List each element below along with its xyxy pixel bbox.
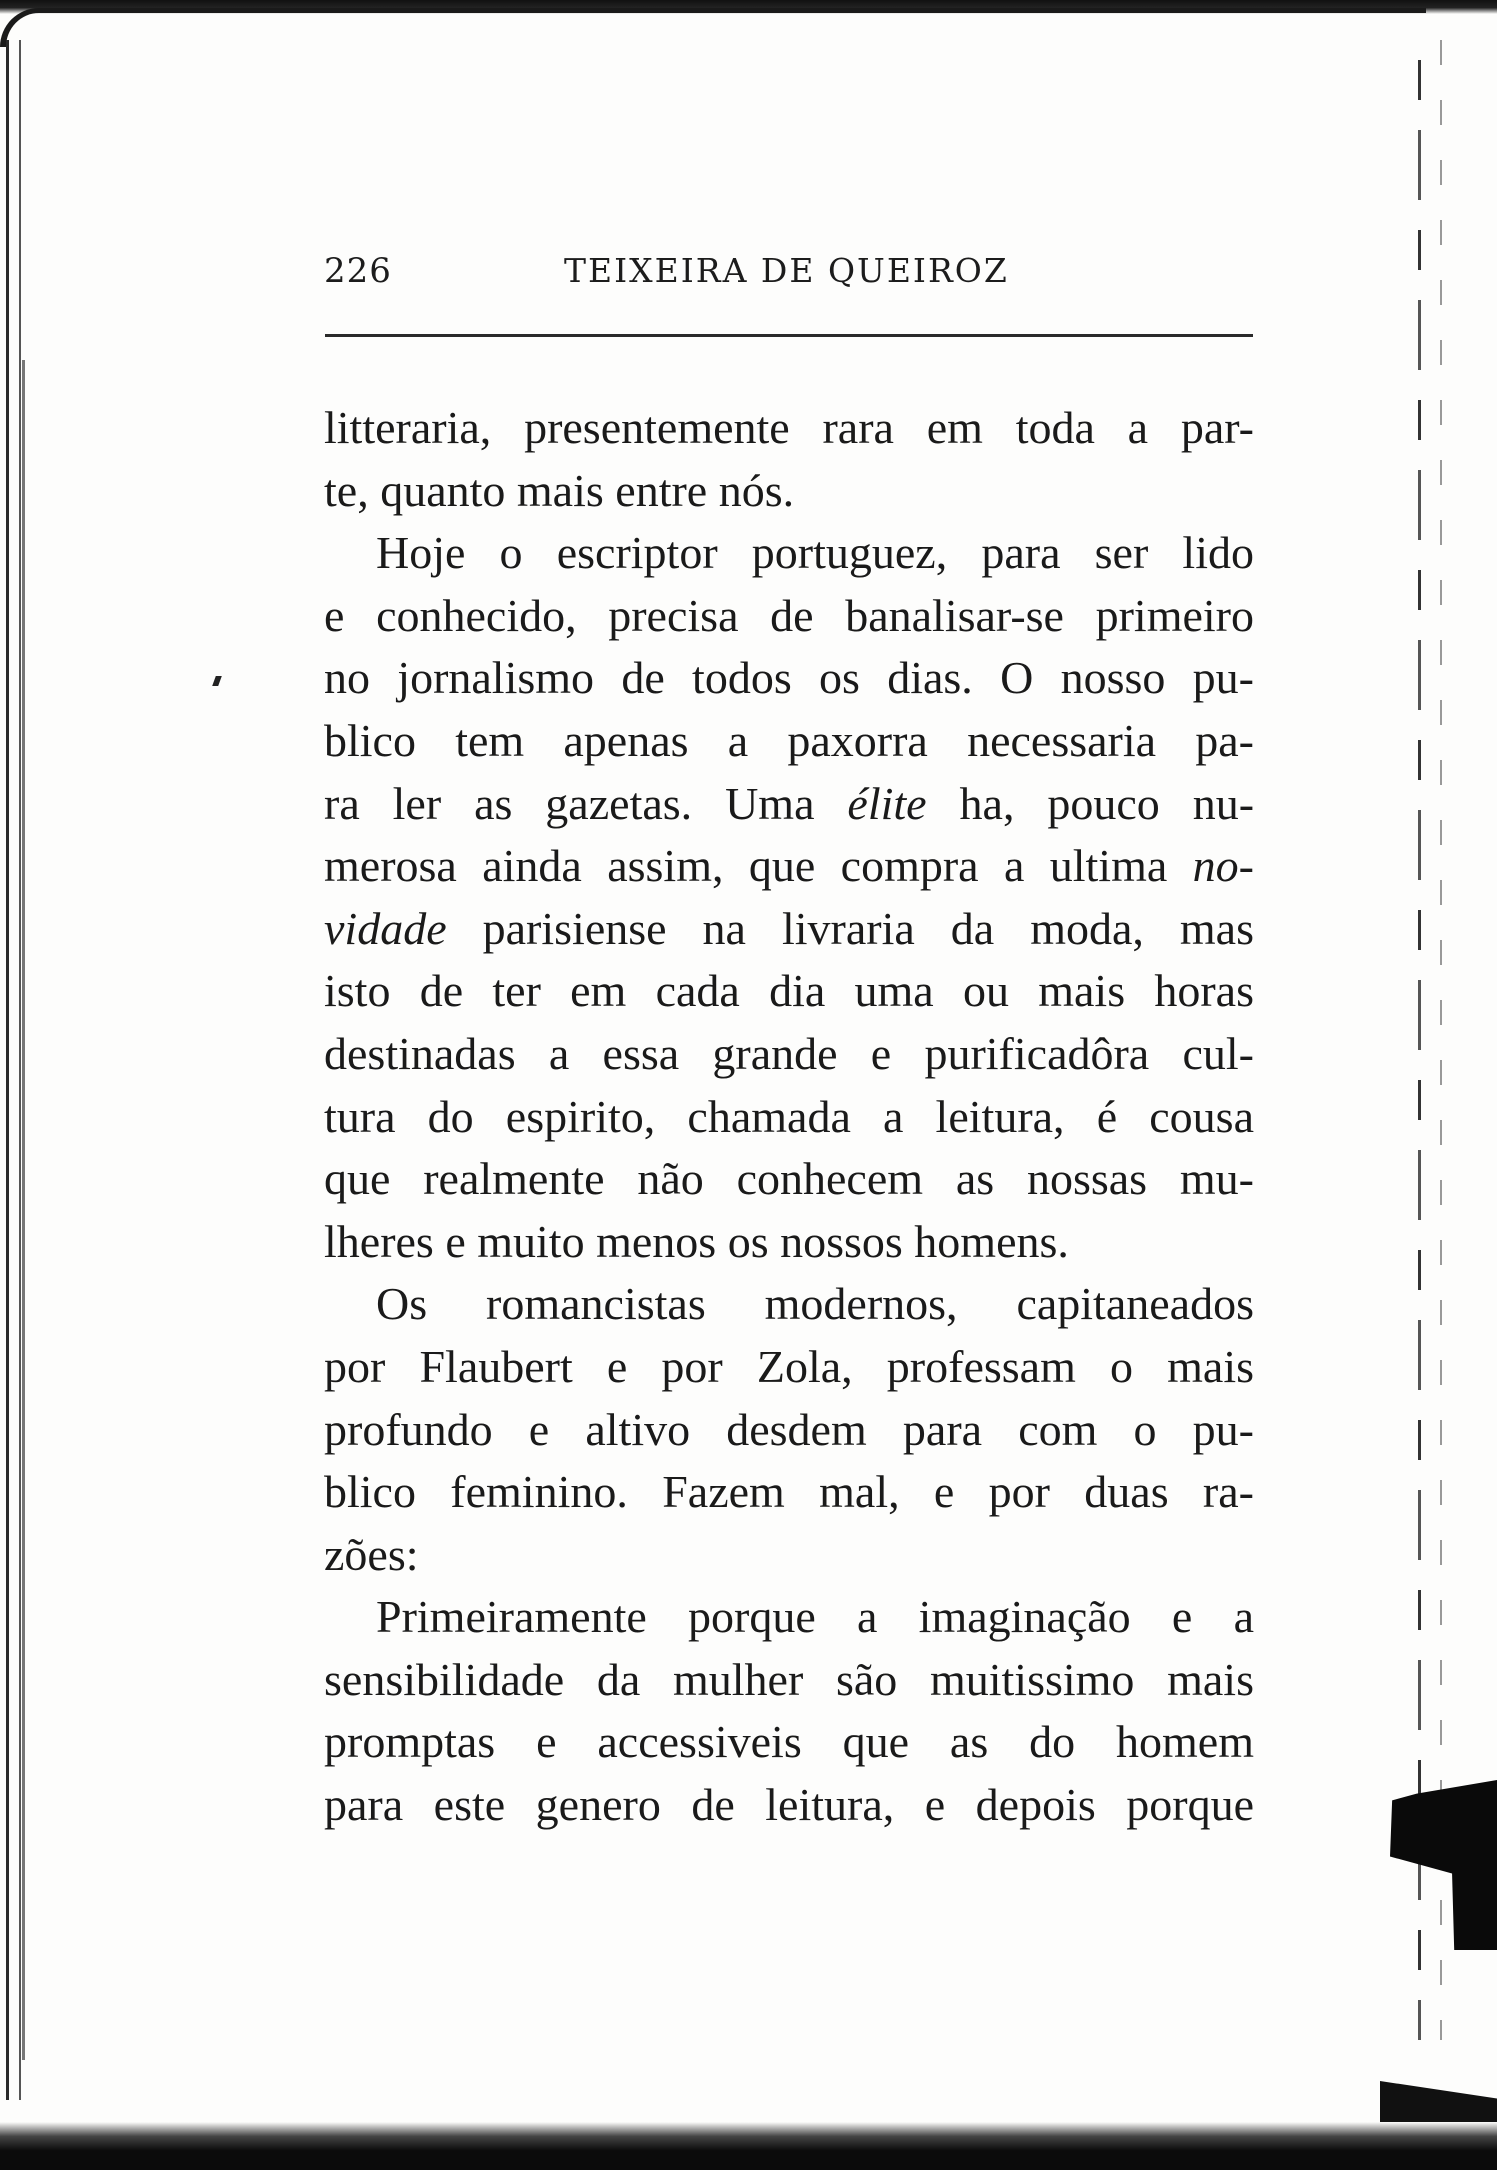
italic-term: élite xyxy=(847,777,927,829)
text-line: isto de ter em cada dia uma ou mais horas xyxy=(324,965,1254,1017)
text-line: destinadas a essa grande e purificadôra cul- xyxy=(324,1027,1254,1079)
text-line: que realmente não conhecem as nossas mu- xyxy=(324,1153,1254,1205)
header-rule xyxy=(325,334,1253,337)
text-segment: ra ler as gazetas. Uma xyxy=(324,777,815,829)
italic-term: no- xyxy=(1192,840,1254,892)
text-line: zões: xyxy=(324,1528,419,1580)
text-line: tura do espirito, chamada a leitura, é cousa xyxy=(324,1090,1254,1142)
text-line: por Flaubert e por Zola, professam o mais xyxy=(324,1340,1254,1392)
paragraph-start-line: Hoje o escriptor portuguez, para ser lido xyxy=(376,527,1254,579)
paragraph-start-line: Os romancistas modernos, capitaneados xyxy=(376,1278,1254,1330)
text-line: blico tem apenas a paxorra necessaria pa- xyxy=(324,714,1254,766)
running-head xyxy=(324,246,1252,296)
text-line: sensibilidade da mulher são muitissimo mais xyxy=(324,1653,1254,1705)
text-segment: ha, pouco nu- xyxy=(959,777,1255,829)
scan-edge-left xyxy=(6,40,21,2100)
text-line: te, quanto mais entre nós. xyxy=(324,464,795,516)
text-line: para este genero de leitura, e depois porque xyxy=(324,1779,1254,1831)
page-number: 226 xyxy=(324,251,392,291)
text-line xyxy=(324,835,1254,898)
text-line: promptas e accessiveis que as do homem xyxy=(324,1716,1254,1768)
text-line xyxy=(324,898,1254,961)
text-line: e conhecido, precisa de banalisar-se primeiro xyxy=(324,589,1254,641)
scan-shadow-right xyxy=(1390,1780,1497,1950)
body-text xyxy=(324,397,1254,1837)
text-line: lheres e muito menos os nossos homens. xyxy=(324,1215,1069,1267)
scan-edge-bottom xyxy=(0,2122,1497,2170)
running-title: TEIXEIRA DE QUEIROZ xyxy=(564,251,1009,290)
text-line: no jornalismo de todos os dias. O nosso pu- xyxy=(324,652,1254,704)
scan-edge-right xyxy=(1418,60,1421,2040)
scan-shadow-bottom-right xyxy=(1380,2060,1497,2130)
paragraph-start-line: Primeiramente porque a imaginação e a xyxy=(376,1591,1254,1643)
text-line: litteraria, presentemente rara em toda a par- xyxy=(324,402,1254,453)
scan-edge-left-inner xyxy=(22,360,25,2060)
stray-ink-mark xyxy=(212,676,222,686)
text-line: blico feminino. Fazem mal, e por duas ra- xyxy=(324,1466,1254,1518)
text-segment: merosa ainda assim, que compra a ultima xyxy=(324,840,1168,892)
text-line xyxy=(324,773,1254,836)
text-line: profundo e altivo desdem para com o pu- xyxy=(324,1403,1254,1455)
text-segment: parisiense na livraria da moda, mas xyxy=(482,902,1254,954)
italic-term: vidade xyxy=(324,902,447,954)
scan-page-curl xyxy=(0,8,1426,47)
scan-edge-right-faint xyxy=(1440,40,1442,2040)
